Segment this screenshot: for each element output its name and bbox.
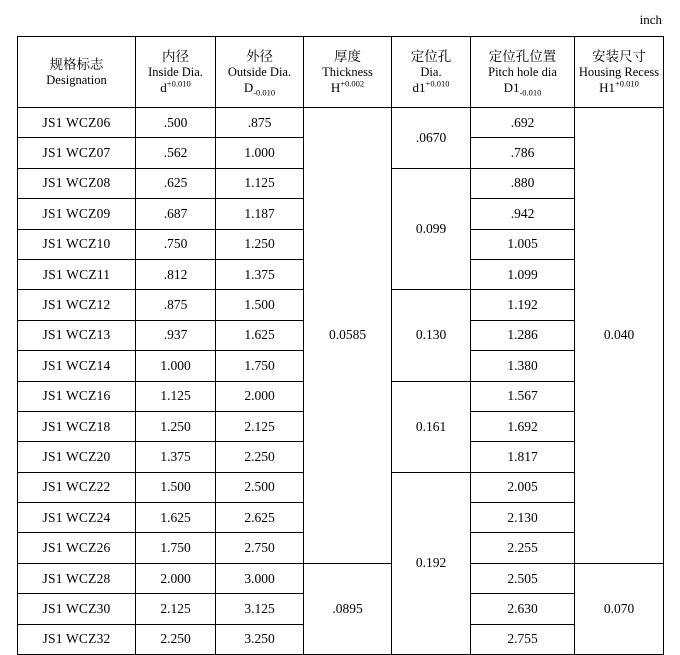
- cell-designation: JS1 WCZ32: [18, 624, 136, 654]
- cell-pitch-hole-dia: 2.505: [471, 563, 575, 593]
- column-header-housing-recess-symbol: $H1^{+0.010}$: [599, 78, 639, 95]
- cell-locating-hole-group: 0.192: [392, 472, 471, 654]
- cell-pitch-hole-dia: 1.817: [471, 442, 575, 472]
- cell-outside-dia: 1.750: [216, 351, 304, 381]
- cell-thickness-group: .0895: [304, 563, 392, 654]
- cell-designation: JS1 WCZ13: [18, 320, 136, 350]
- column-header-designation-cn: 规格标志: [49, 56, 104, 72]
- column-header-locating-hole-dia-symbol: $d1^{+0.010}$: [412, 78, 450, 95]
- column-header-locating-hole-dia-en: Dia.: [420, 64, 442, 79]
- cell-inside-dia: 1.625: [136, 503, 216, 533]
- column-header-pitch-hole-dia: [471, 37, 575, 108]
- cell-pitch-hole-dia: 2.130: [471, 503, 575, 533]
- column-header-inside-dia: [136, 37, 216, 108]
- cell-pitch-hole-dia: .880: [471, 168, 575, 198]
- cell-locating-hole-group: 0.130: [392, 290, 471, 381]
- cell-outside-dia: 2.250: [216, 442, 304, 472]
- unit-label: inch: [639, 12, 662, 27]
- cell-designation: JS1 WCZ07: [18, 138, 136, 168]
- column-header-inside-dia-symbol: $d^{+0.010}$: [160, 78, 191, 95]
- cell-pitch-hole-dia: 1.380: [471, 351, 575, 381]
- cell-inside-dia: .562: [136, 138, 216, 168]
- cell-locating-hole-group: 0.161: [392, 381, 471, 472]
- column-header-thickness-symbol: $H^{+0.002}$: [330, 78, 365, 95]
- cell-designation: JS1 WCZ18: [18, 411, 136, 441]
- cell-outside-dia: 1.187: [216, 199, 304, 229]
- cell-inside-dia: 2.250: [136, 624, 216, 654]
- cell-designation: JS1 WCZ06: [18, 108, 136, 138]
- column-header-inside-dia-en: Inside Dia.: [148, 64, 203, 79]
- cell-pitch-hole-dia: 1.192: [471, 290, 575, 320]
- cell-pitch-hole-dia: 1.005: [471, 229, 575, 259]
- cell-designation: JS1 WCZ30: [18, 594, 136, 624]
- column-header-designation: [18, 37, 136, 108]
- column-header-pitch-hole-dia-symbol: $D1_{-0.010}$: [503, 79, 542, 98]
- cell-inside-dia: .687: [136, 199, 216, 229]
- cell-inside-dia: 2.000: [136, 563, 216, 593]
- cell-inside-dia: .875: [136, 290, 216, 320]
- cell-pitch-hole-dia: 1.567: [471, 381, 575, 411]
- column-header-housing-recess-en: Housing Recess: [578, 64, 660, 79]
- cell-pitch-hole-dia: .692: [471, 108, 575, 138]
- column-header-thickness-cn: 厚度: [334, 49, 361, 64]
- cell-designation: JS1 WCZ10: [18, 229, 136, 259]
- cell-inside-dia: .500: [136, 108, 216, 138]
- cell-designation: JS1 WCZ11: [18, 259, 136, 289]
- cell-designation: JS1 WCZ12: [18, 290, 136, 320]
- table-row: [18, 108, 664, 138]
- cell-inside-dia: 1.125: [136, 381, 216, 411]
- column-header-designation-en: Designation: [46, 72, 107, 87]
- column-header-inside-dia-cn: 内径: [162, 49, 189, 64]
- cell-outside-dia: 1.625: [216, 320, 304, 350]
- specification-table: [17, 36, 664, 655]
- column-header-pitch-hole-dia-en: Pitch hole dia: [488, 64, 557, 79]
- cell-designation: JS1 WCZ16: [18, 381, 136, 411]
- cell-designation: JS1 WCZ22: [18, 472, 136, 502]
- cell-inside-dia: 1.000: [136, 351, 216, 381]
- table-header-row: [18, 37, 664, 108]
- cell-inside-dia: 1.375: [136, 442, 216, 472]
- cell-pitch-hole-dia: 2.255: [471, 533, 575, 563]
- column-header-locating-hole-dia-cn: 定位孔: [410, 49, 452, 64]
- cell-outside-dia: 2.000: [216, 381, 304, 411]
- cell-inside-dia: .625: [136, 168, 216, 198]
- cell-designation: JS1 WCZ08: [18, 168, 136, 198]
- cell-outside-dia: 2.500: [216, 472, 304, 502]
- cell-outside-dia: 1.000: [216, 138, 304, 168]
- cell-locating-hole-group: 0.099: [392, 168, 471, 290]
- column-header-housing-recess: [575, 37, 664, 108]
- cell-outside-dia: 3.125: [216, 594, 304, 624]
- cell-inside-dia: 2.125: [136, 594, 216, 624]
- column-header-thickness-en: Thickness: [322, 64, 373, 79]
- cell-pitch-hole-dia: 1.692: [471, 411, 575, 441]
- cell-designation: JS1 WCZ26: [18, 533, 136, 563]
- cell-designation: JS1 WCZ28: [18, 563, 136, 593]
- cell-pitch-hole-dia: 1.286: [471, 320, 575, 350]
- cell-thickness-group: 0.0585: [304, 108, 392, 564]
- column-header-outside-dia-cn: 外径: [246, 49, 273, 64]
- cell-inside-dia: 1.250: [136, 411, 216, 441]
- cell-inside-dia: 1.750: [136, 533, 216, 563]
- cell-inside-dia: .937: [136, 320, 216, 350]
- column-header-outside-dia-en: Outside Dia.: [227, 64, 292, 79]
- cell-pitch-hole-dia: 2.755: [471, 624, 575, 654]
- cell-outside-dia: .875: [216, 108, 304, 138]
- cell-inside-dia: .750: [136, 229, 216, 259]
- cell-locating-hole-group: .0670: [392, 108, 471, 169]
- cell-outside-dia: 3.000: [216, 563, 304, 593]
- column-header-pitch-hole-dia-cn: 定位孔位置: [488, 49, 557, 64]
- column-header-locating-hole-dia: [392, 37, 471, 108]
- column-header-thickness: [304, 37, 392, 108]
- cell-inside-dia: 1.500: [136, 472, 216, 502]
- cell-pitch-hole-dia: 1.099: [471, 259, 575, 289]
- column-header-outside-dia-symbol: $D_{-0.010}$: [243, 79, 276, 98]
- cell-outside-dia: 2.750: [216, 533, 304, 563]
- cell-housing-recess-group: 0.040: [575, 108, 664, 564]
- cell-outside-dia: 3.250: [216, 624, 304, 654]
- column-header-outside-dia: [216, 37, 304, 108]
- cell-outside-dia: 1.375: [216, 259, 304, 289]
- cell-designation: JS1 WCZ14: [18, 351, 136, 381]
- cell-designation: JS1 WCZ24: [18, 503, 136, 533]
- cell-pitch-hole-dia: 2.630: [471, 594, 575, 624]
- cell-designation: JS1 WCZ20: [18, 442, 136, 472]
- column-header-housing-recess-cn: 安装尺寸: [592, 49, 646, 64]
- cell-pitch-hole-dia: .786: [471, 138, 575, 168]
- table-row: [18, 563, 664, 593]
- cell-housing-recess-group: 0.070: [575, 563, 664, 654]
- cell-designation: JS1 WCZ09: [18, 199, 136, 229]
- cell-pitch-hole-dia: .942: [471, 199, 575, 229]
- cell-outside-dia: 2.125: [216, 411, 304, 441]
- cell-outside-dia: 2.625: [216, 503, 304, 533]
- cell-pitch-hole-dia: 2.005: [471, 472, 575, 502]
- cell-outside-dia: 1.125: [216, 168, 304, 198]
- cell-outside-dia: 1.500: [216, 290, 304, 320]
- cell-inside-dia: .812: [136, 259, 216, 289]
- cell-outside-dia: 1.250: [216, 229, 304, 259]
